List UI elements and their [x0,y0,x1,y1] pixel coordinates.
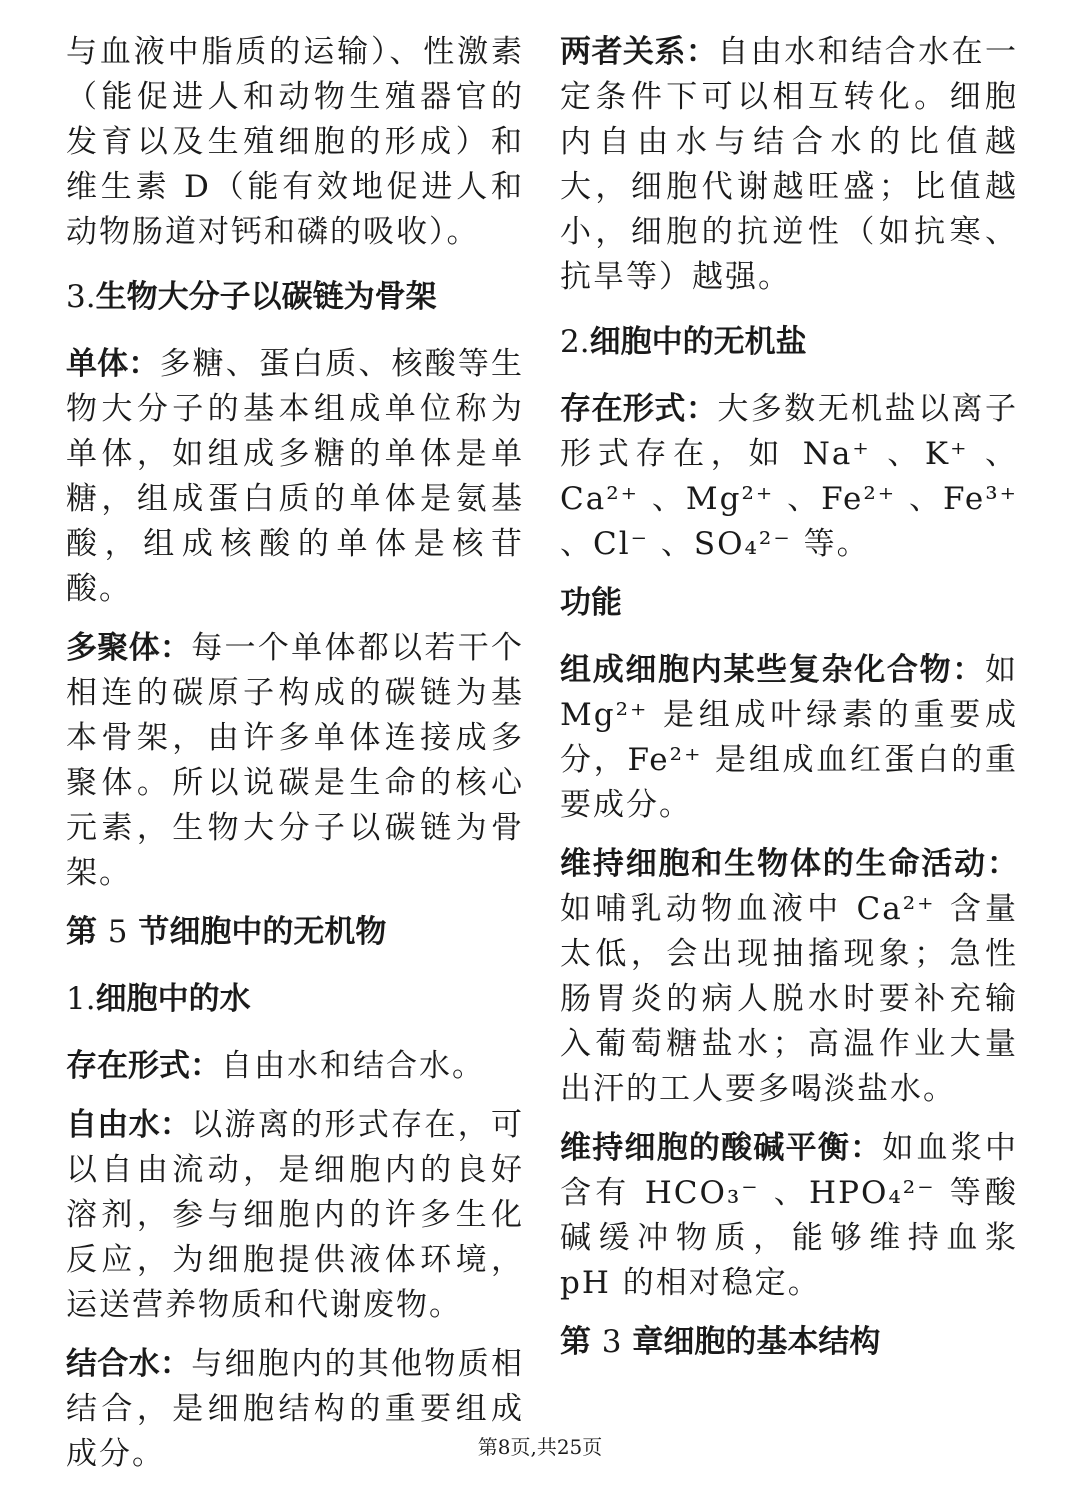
heading-number: 3 [601,1324,622,1360]
paragraph-text: 与细胞内的其他物质相结合，是细胞结构的重要组成成分。 [66,1346,525,1472]
lipid-paragraph: 与血液中脂质的运输）、性激素（能促进人和动物生殖器官的发育以及生殖细胞的形成）和维生素 D（能有效地促进人和动物肠道对钙和磷的吸收）。 [66,34,524,250]
heading-prefix: 第 [560,1324,591,1360]
page-number-footer: 第8页,共25页 [477,1435,603,1459]
left-column [66,30,524,1491]
heading-number: 2. [560,324,590,360]
paragraph-text: 自由水和结合水。 [221,1048,485,1084]
heading-number: 1. [66,981,96,1017]
paragraph-text: 每一个单体都以若干个相连的碳原子构成的碳链为基本骨架，由许多单体连接成多聚体。所以说碳是生命的核心元素，生物大分子以碳链为骨架。 [66,630,525,891]
term-label: 结合水： [66,1346,192,1382]
acid-base-paragraph [560,1126,1018,1306]
term-label: 自由水： [66,1107,192,1143]
water-form-paragraph [66,1044,524,1089]
term-label: 存在形式： [66,1048,221,1084]
right-column [560,30,1018,1387]
paragraph-text: 大多数无机盐以离子形式存在，如 Na⁺ 、K⁺ 、Ca²⁺ 、Mg²⁺ 、Fe²⁺ 、Fe³⁺ 、Cl⁻ 、SO₄²⁻ 等。 [560,391,1019,562]
salt-form-paragraph [560,387,1018,567]
paragraph-text: 如血浆中含有 HCO₃⁻ 、HPO₄²⁻ 等酸碱缓冲物质，能够维持血浆 pH 的相对稳定。 [560,1130,1019,1301]
heading-section-5 [66,910,524,955]
heading-number: 5 [107,914,128,950]
compound-paragraph [560,648,1018,828]
heading-text: 生物大分子以碳链为骨架 [95,279,437,315]
paragraph-text: 自由水和结合水在一定条件下可以相互转化。细胞内自由水与结合水的比值越大，细胞代谢越旺盛；比值越小，细胞的抗逆性（如抗寒、抗旱等）越强。 [560,34,1019,295]
term-label: 维持细胞和生物体的生命活动： [560,846,1018,882]
paragraph-text: 多糖、蛋白质、核酸等生物大分子的基本组成单位称为单体，如组成多糖的单体是单糖，组成蛋白质的单体是氨基酸，组成核酸的单体是核苷酸。 [66,346,525,607]
paragraph-text: 如哺乳动物血液中 Ca²⁺ 含量太低，会出现抽搐现象；急性肠胃炎的病人脱水时要补充输入葡萄糖盐水；高温作业大量出汗的工人要多喝淡盐水。 [560,891,1018,1107]
monomer-paragraph [66,342,524,612]
heading-text: 节细胞中的无机物 [138,914,387,950]
paragraph-text: 如 Mg²⁺ 是组成叶绿素的重要成分，Fe²⁺ 是组成血红蛋白的重要成分。 [560,652,1018,823]
heading-water [66,977,524,1022]
heading-function: 功能 [560,585,622,621]
heading-text: 细胞中的水 [95,981,251,1017]
heading-number: 3. [66,279,96,315]
term-label: 两者关系： [560,34,718,70]
free-water-paragraph [66,1103,524,1328]
term-label: 组成细胞内某些复杂化合物： [560,652,985,688]
life-activity-paragraph [560,842,1018,1112]
heading-prefix: 第 [66,914,97,950]
heading-chapter-3 [560,1320,1018,1365]
paragraph-text: 以游离的形式存在，可以自由流动，是细胞内的良好溶剂，参与细胞内的许多生化反应，为细胞提供液体环境，运送营养物质和代谢废物。 [66,1107,525,1323]
term-label: 存在形式： [560,391,718,427]
heading-inorganic-salt [560,320,1018,365]
term-label: 单体： [66,346,160,382]
term-label: 维持细胞的酸碱平衡： [560,1130,883,1166]
heading-text: 细胞中的无机盐 [589,324,807,360]
heading-text: 章细胞的基本结构 [632,1324,881,1360]
relation-paragraph [560,30,1018,300]
term-label: 多聚体： [66,630,192,666]
polymer-paragraph [66,626,524,896]
heading-carbon-skeleton [66,275,524,320]
